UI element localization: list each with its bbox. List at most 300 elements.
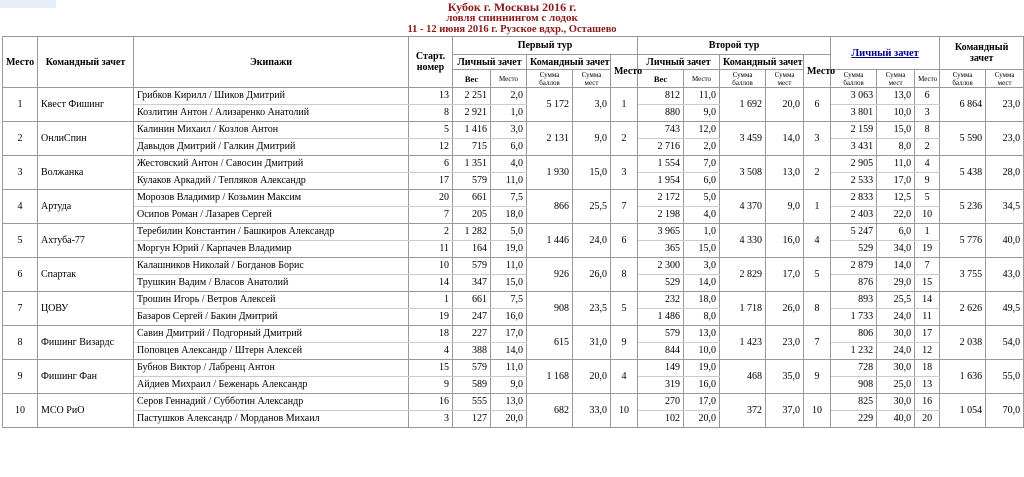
crew-names: Осипов Роман / Лазарев Сергей [134,207,409,224]
table-row [3,411,1024,428]
r2-weight: 3 965 [638,224,684,241]
start-number: 15 [409,360,453,377]
crew-names: Базаров Сергей / Бакин Дмитрий [134,309,409,326]
personal-total-rank: 12 [915,343,940,360]
personal-total-weight: 3 063 [831,88,877,105]
r2-team-places: 9,0 [766,190,804,224]
table-row [3,139,1024,156]
r1-team-sum: 1 446 [527,224,573,258]
r1-weight: 589 [453,377,491,394]
r2-team-places: 13,0 [766,156,804,190]
r2-team-rank: 2 [804,156,831,190]
team-place: 10 [3,394,38,428]
team-total-places: 43,0 [986,258,1024,292]
r1-place: 4,0 [491,156,527,173]
r2-team-places: 23,0 [766,326,804,360]
r2-place: 20,0 [684,411,720,428]
start-number: 6 [409,156,453,173]
r1-weight: 227 [453,326,491,343]
team-place: 5 [3,224,38,258]
r2-weight: 2 300 [638,258,684,275]
personal-total-weight: 3 431 [831,139,877,156]
team-total-sum: 1 054 [940,394,986,428]
r2-weight: 1 554 [638,156,684,173]
r1-team-sum: 1 930 [527,156,573,190]
col-round2: Второй тур [638,37,831,55]
personal-total-rank: 13 [915,377,940,394]
personal-total-places: 10,0 [877,105,915,122]
team-place: 1 [3,88,38,122]
r2-weight: 880 [638,105,684,122]
table-row [3,224,1024,241]
r1-team-rank: 3 [611,156,638,190]
r2-place: 11,0 [684,88,720,105]
personal-total-places: 25,0 [877,377,915,394]
team-name: Фишинг Визардс [38,326,134,360]
personal-total-places: 13,0 [877,88,915,105]
team-total-sum: 1 636 [940,360,986,394]
crew-names: Серов Геннадий / Субботин Александр [134,394,409,411]
r2-weight: 743 [638,122,684,139]
r2-personal: Личный зачет [638,55,720,70]
r1-place: 17,0 [491,326,527,343]
personal-total-places: 29,0 [877,275,915,292]
r2-team-rank: 5 [804,258,831,292]
r2-team-rank: 10 [804,394,831,428]
start-number: 8 [409,105,453,122]
results-table [2,36,1024,428]
r1-team-sum: 5 172 [527,88,573,122]
r2-team-rank: 9 [804,360,831,394]
crew-names: Бубнов Виктор / Лабренц Антон [134,360,409,377]
r1-team-sum: 1 168 [527,360,573,394]
personal-total-rank: 6 [915,88,940,105]
r1-weight: 579 [453,360,491,377]
r2-team-places: 16,0 [766,224,804,258]
personal-total-rank: 20 [915,411,940,428]
personal-total-rank: 10 [915,207,940,224]
team-total-sum: 5 590 [940,122,986,156]
personal-total-rank: 16 [915,394,940,411]
r1-weight: 1 282 [453,224,491,241]
r2-team-sum: 468 [720,360,766,394]
table-row [3,360,1024,377]
team-name: ЦОВУ [38,292,134,326]
r2-team-sum: 1 718 [720,292,766,326]
personal-total-weight: 5 247 [831,224,877,241]
personal-total-weight: 529 [831,241,877,258]
r2-team-sum: 1 423 [720,326,766,360]
r2-place: 3,0 [684,258,720,275]
start-number: 14 [409,275,453,292]
table-row [3,394,1024,411]
col-round1: Первый тур [453,37,638,55]
r2-weight: 579 [638,326,684,343]
r1-weight: 1 351 [453,156,491,173]
crew-names: Савин Дмитрий / Подгорный Дмитрий [134,326,409,343]
r2-team-places: 26,0 [766,292,804,326]
r2-team-rank: 4 [804,224,831,258]
col-place: Место [3,37,38,88]
r1-team-rank: 9 [611,326,638,360]
team-total-places: 28,0 [986,156,1024,190]
r2-weight: 365 [638,241,684,258]
r2-place: 13,0 [684,326,720,343]
r1-team-places: 15,0 [573,156,611,190]
r1-sum-places-header: Сумма мест [573,70,611,88]
r2-weight: 270 [638,394,684,411]
personal-total-places: 22,0 [877,207,915,224]
team-total-sum: 2 626 [940,292,986,326]
personal-total-places: 17,0 [877,173,915,190]
r1-weight: 579 [453,258,491,275]
r1-team-sum: 866 [527,190,573,224]
start-number: 5 [409,122,453,139]
start-number: 20 [409,190,453,207]
tt-sum-places-header: Сумма мест [986,70,1024,88]
r2-team-rank: 8 [804,292,831,326]
personal-total-rank: 2 [915,139,940,156]
r1-weight: 2 921 [453,105,491,122]
table-row [3,207,1024,224]
personal-total-rank: 19 [915,241,940,258]
table-row [3,326,1024,343]
r2-place: 8,0 [684,309,720,326]
personal-total-weight: 2 403 [831,207,877,224]
r1-place: 13,0 [491,394,527,411]
r2-weight-header: Вес [638,70,684,88]
table-row [3,156,1024,173]
r1-team-places: 25,5 [573,190,611,224]
r2-team-places: 14,0 [766,122,804,156]
r1-place: 18,0 [491,207,527,224]
crew-names: Козлитин Антон / Ализаренко Анатолий [134,105,409,122]
r1-place-header: Место [491,70,527,88]
page-subtitle: ловля спиннингом с лодок [446,12,578,24]
r1-weight: 555 [453,394,491,411]
team-total-places: 70,0 [986,394,1024,428]
crew-names: Жестовский Антон / Савосин Дмитрий [134,156,409,173]
r1-place: 3,0 [491,122,527,139]
r2-place: 7,0 [684,156,720,173]
r2-place: 4,0 [684,207,720,224]
r1-weight: 579 [453,173,491,190]
r1-team-places: 3,0 [573,88,611,122]
personal-total-places: 34,0 [877,241,915,258]
start-number: 16 [409,394,453,411]
page-header [0,2,1024,35]
r2-team-rank: 1 [804,190,831,224]
crew-names: Поповцев Александр / Штерн Алексей [134,343,409,360]
crew-names: Моргун Юрий / Карпачев Владимир [134,241,409,258]
personal-total-weight: 2 879 [831,258,877,275]
event-date-place: 11 - 12 июня 2016 г. Рузское вдхр., Осташево [407,24,617,35]
team-place: 9 [3,360,38,394]
r2-weight: 529 [638,275,684,292]
r1-team: Командный зачет [527,55,611,70]
r2-weight: 2 198 [638,207,684,224]
r2-weight: 844 [638,343,684,360]
r2-weight: 2 172 [638,190,684,207]
r2-place-header: Место [684,70,720,88]
crew-names: Калашников Николай / Богданов Борис [134,258,409,275]
team-place: 3 [3,156,38,190]
r2-team-rank: 3 [804,122,831,156]
team-place: 4 [3,190,38,224]
r1-weight: 1 416 [453,122,491,139]
r1-place: 7,5 [491,292,527,309]
personal-total-link[interactable]: Личный зачет [851,47,919,59]
r2-place: 14,0 [684,275,720,292]
personal-total-weight: 908 [831,377,877,394]
col-team: Командный зачет [38,37,134,88]
r1-team-places: 20,0 [573,360,611,394]
personal-total-rank: 9 [915,173,940,190]
r1-place: 2,0 [491,88,527,105]
crew-names: Грибков Кирилл / Шиков Дмитрий [134,88,409,105]
r1-weight: 715 [453,139,491,156]
personal-total-weight: 2 833 [831,190,877,207]
team-name: Фишинг Фан [38,360,134,394]
personal-total-weight: 2 905 [831,156,877,173]
crew-names: Кулаков Аркадий / Тепляков Александр [134,173,409,190]
r1-place: 6,0 [491,139,527,156]
personal-total-rank: 15 [915,275,940,292]
table-row [3,105,1024,122]
r2-place: 15,0 [684,241,720,258]
start-number: 3 [409,411,453,428]
page-title: Кубок г. Москвы 2016 г. [447,0,577,14]
r1-team-rank: 1 [611,88,638,122]
personal-total-places: 15,0 [877,122,915,139]
table-row [3,122,1024,139]
r1-place: 11,0 [491,360,527,377]
r1-team-places: 23,5 [573,292,611,326]
personal-total-rank: 11 [915,309,940,326]
r2-weight: 319 [638,377,684,394]
pt-sum-places-header: Сумма мест [877,70,915,88]
personal-total-places: 25,5 [877,292,915,309]
personal-total-weight: 1 232 [831,343,877,360]
crew-names: Теребилин Константин / Башкиров Александр [134,224,409,241]
table-row [3,173,1024,190]
r1-team-rank: 8 [611,258,638,292]
r1-place: 15,0 [491,275,527,292]
personal-total-rank: 5 [915,190,940,207]
col-start-number: Старт. номер [409,37,453,88]
team-total-sum: 2 038 [940,326,986,360]
team-place: 8 [3,326,38,360]
crew-names: Давыдов Дмитрий / Галкин Дмитрий [134,139,409,156]
crew-names: Трушкин Вадим / Власов Анатолий [134,275,409,292]
start-number: 1 [409,292,453,309]
table-row [3,88,1024,105]
team-name: Волжанка [38,156,134,190]
personal-total-places: 30,0 [877,326,915,343]
personal-total-rank: 18 [915,360,940,377]
personal-total-weight: 2 533 [831,173,877,190]
team-name: Артуда [38,190,134,224]
start-number: 18 [409,326,453,343]
r2-weight: 102 [638,411,684,428]
start-number: 12 [409,139,453,156]
personal-total-rank: 14 [915,292,940,309]
r1-team-rank: 5 [611,292,638,326]
start-number: 10 [409,258,453,275]
r1-team-rank: 2 [611,122,638,156]
pt-place-header: Место [915,70,940,88]
r2-place: 18,0 [684,292,720,309]
team-name: Спартак [38,258,134,292]
personal-total-places: 12,5 [877,190,915,207]
r1-place: 7,5 [491,190,527,207]
r2-team: Командный зачет [720,55,804,70]
results-body [3,88,1024,428]
team-name: Ахтуба-77 [38,224,134,258]
r1-weight-header: Вес [453,70,491,88]
team-place: 2 [3,122,38,156]
personal-total-weight: 893 [831,292,877,309]
personal-total-weight: 229 [831,411,877,428]
r2-weight: 1 486 [638,309,684,326]
personal-total-rank: 8 [915,122,940,139]
r2-team-places: 35,0 [766,360,804,394]
personal-total-places: 8,0 [877,139,915,156]
r1-place: 14,0 [491,343,527,360]
personal-total-weight: 3 801 [831,105,877,122]
start-number: 4 [409,343,453,360]
r1-personal: Личный зачет [453,55,527,70]
personal-total-weight: 1 733 [831,309,877,326]
team-name: МСО РиО [38,394,134,428]
r2-team-places: 37,0 [766,394,804,428]
r2-place: 10,0 [684,343,720,360]
r1-team-places: 33,0 [573,394,611,428]
r2-team-rank: 7 [804,326,831,360]
team-place: 7 [3,292,38,326]
tt-sum-points-header: Сумма баллов [940,70,986,88]
crew-names: Калинин Михаил / Козлов Антон [134,122,409,139]
r2-team-sum: 3 459 [720,122,766,156]
r2-place: 16,0 [684,377,720,394]
table-row [3,258,1024,275]
r2-place: 2,0 [684,139,720,156]
team-total-places: 55,0 [986,360,1024,394]
personal-total-places: 6,0 [877,224,915,241]
r1-team-places: 31,0 [573,326,611,360]
r1-weight: 661 [453,190,491,207]
r1-team-places: 9,0 [573,122,611,156]
r1-place: 20,0 [491,411,527,428]
start-number: 7 [409,207,453,224]
r1-team-sum: 908 [527,292,573,326]
col-personal-total[interactable] [831,37,940,70]
team-total-sum: 6 864 [940,88,986,122]
r2-weight: 2 716 [638,139,684,156]
personal-total-weight: 2 159 [831,122,877,139]
r1-team-sum: 926 [527,258,573,292]
personal-total-places: 24,0 [877,343,915,360]
crew-names: Пастушков Александр / Морданов Михаил [134,411,409,428]
team-total-places: 34,5 [986,190,1024,224]
r1-weight: 2 251 [453,88,491,105]
r2-team-places: 17,0 [766,258,804,292]
personal-total-rank: 1 [915,224,940,241]
personal-total-places: 14,0 [877,258,915,275]
start-number: 13 [409,88,453,105]
r1-team-sum: 2 131 [527,122,573,156]
r1-team-sum: 615 [527,326,573,360]
r2-team-sum: 1 692 [720,88,766,122]
r1-place: 1,0 [491,105,527,122]
r1-weight: 205 [453,207,491,224]
r2-place: 9,0 [684,105,720,122]
start-number: 11 [409,241,453,258]
team-total-sum: 5 236 [940,190,986,224]
crew-names: Морозов Владимир / Козьмин Максим [134,190,409,207]
personal-total-weight: 825 [831,394,877,411]
r1-team-rank: 6 [611,224,638,258]
personal-total-weight: 806 [831,326,877,343]
personal-total-weight: 728 [831,360,877,377]
start-number: 17 [409,173,453,190]
r2-weight: 232 [638,292,684,309]
r1-weight: 661 [453,292,491,309]
team-total-sum: 5 776 [940,224,986,258]
table-row [3,309,1024,326]
r2-rank-header: Место [804,55,831,88]
table-row [3,377,1024,394]
personal-total-places: 30,0 [877,360,915,377]
r2-place: 12,0 [684,122,720,139]
r1-weight: 247 [453,309,491,326]
r2-team-sum: 3 508 [720,156,766,190]
r2-place: 19,0 [684,360,720,377]
r1-team-rank: 7 [611,190,638,224]
personal-total-rank: 4 [915,156,940,173]
r1-team-places: 26,0 [573,258,611,292]
r1-weight: 127 [453,411,491,428]
personal-total-rank: 7 [915,258,940,275]
r2-team-sum: 2 829 [720,258,766,292]
team-name: Квест Фишинг [38,88,134,122]
personal-total-places: 24,0 [877,309,915,326]
r1-team-rank: 4 [611,360,638,394]
r1-weight: 347 [453,275,491,292]
r2-sum-places-header: Сумма мест [766,70,804,88]
personal-total-weight: 876 [831,275,877,292]
r1-team-sum: 682 [527,394,573,428]
r2-place: 1,0 [684,224,720,241]
r2-weight: 149 [638,360,684,377]
crew-names: Трошин Игорь / Ветров Алексей [134,292,409,309]
team-total-places: 49,5 [986,292,1024,326]
personal-total-places: 30,0 [877,394,915,411]
team-total-sum: 5 438 [940,156,986,190]
r1-place: 5,0 [491,224,527,241]
r1-team-places: 24,0 [573,224,611,258]
r2-sum-points-header: Сумма баллов [720,70,766,88]
r1-sum-points-header: Сумма баллов [527,70,573,88]
personal-total-rank: 17 [915,326,940,343]
r2-team-rank: 6 [804,88,831,122]
r1-place: 11,0 [491,173,527,190]
start-number: 19 [409,309,453,326]
r1-rank-header: Место [611,55,638,88]
team-name: ОнлиСпин [38,122,134,156]
r2-team-sum: 4 370 [720,190,766,224]
r1-weight: 388 [453,343,491,360]
